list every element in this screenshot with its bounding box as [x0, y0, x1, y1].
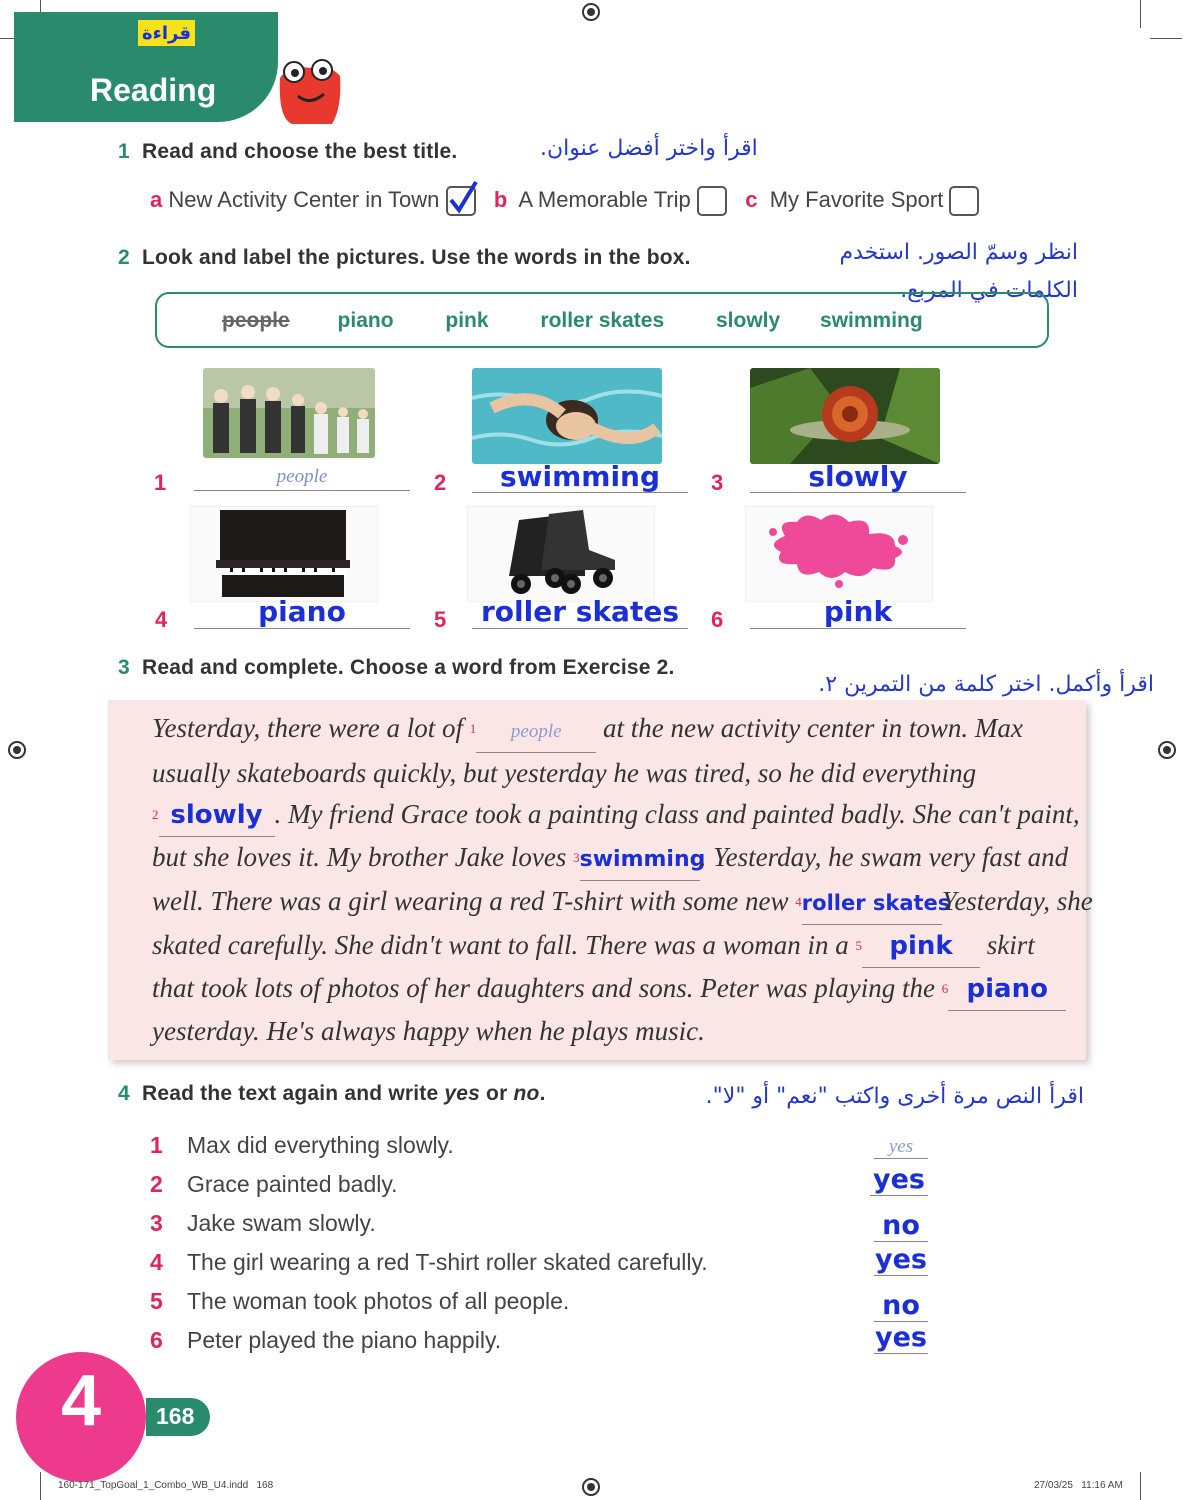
- ex4-answer-3[interactable]: no: [874, 1210, 928, 1242]
- passage-text: [152, 708, 1093, 1052]
- ex1-options: [150, 186, 979, 216]
- word-pink: pink: [445, 309, 489, 332]
- registration-mark-top: [582, 3, 600, 21]
- answer-people: people: [276, 466, 328, 487]
- ex4-answer-6[interactable]: yes: [875, 1322, 927, 1353]
- ex2-arabic-line2: الكلمات في المربع.: [900, 278, 1078, 303]
- passage-line: usually skateboards quickly, but yesterday he was tired, so he did everything: [152, 758, 977, 788]
- option-letter: c: [745, 186, 758, 212]
- option-b-checkbox[interactable]: [697, 186, 727, 216]
- ex2-number: 2: [118, 246, 130, 269]
- passage-line: but she loves it. My brother Jake loves $^3$swimming. Yesterday, he swam very fast and: [152, 837, 1052, 881]
- piano-photo: [190, 506, 378, 602]
- answer-line-5: roller skates: [472, 596, 688, 629]
- answer-line-3: slowly: [750, 462, 966, 493]
- word-roller-skates: roller skates: [540, 309, 665, 332]
- ex4-instruction-row: 4 Read the text again and write yes or no.: [118, 1082, 546, 1105]
- picture-number: 5: [434, 607, 447, 632]
- crop-mark: [1140, 1472, 1141, 1500]
- list-item: 3 Jake swam slowly.: [150, 1210, 376, 1236]
- ex4-arabic: اقرأ النص مرة أخرى واكتب "نعم" أو "لا".: [705, 1084, 1084, 1109]
- ex3-instruction: Read and complete. Choose a word from Exercise 2.: [141, 656, 675, 679]
- list-item: 2 Grace painted badly.: [150, 1171, 398, 1197]
- picture-number: 6: [711, 607, 724, 632]
- option-letter: b: [493, 186, 508, 212]
- ex1-instruction-row: [118, 140, 457, 164]
- passage-line: that took lots of photos of her daughters and sons. Peter was playing the $^6$ piano: [152, 968, 1052, 1011]
- word-slowly: slowly: [715, 309, 781, 332]
- list-item: 1 Max did everything slowly.: [150, 1132, 454, 1158]
- passage-line: skated carefully. She didn't want to fall. There was a woman in a $^5$ pink skirt: [152, 925, 1052, 968]
- ex4-answer-5[interactable]: no: [874, 1290, 928, 1322]
- answer-line-4: piano: [194, 596, 410, 629]
- snail-photo: [750, 368, 940, 464]
- blank-6[interactable]: piano: [948, 969, 1066, 1011]
- ex4-answer-2[interactable]: yes: [870, 1164, 928, 1196]
- checkmark-icon: [446, 180, 480, 216]
- list-item: 5 The woman took photos of all people.: [150, 1288, 570, 1314]
- ex1-arabic: اقرأ واختر أفضل عنوان.: [540, 136, 758, 161]
- swimmer-photo: [472, 368, 662, 464]
- list-item: 4 The girl wearing a red T-shirt roller skated carefully.: [150, 1249, 708, 1275]
- crop-mark: [1140, 0, 1141, 28]
- ex2-instruction: Look and label the pictures. Use the words in the box.: [141, 246, 691, 269]
- option-c-text: My Favorite Sport: [769, 186, 944, 212]
- picture-number: 3: [711, 470, 724, 495]
- ex3-arabic: اقرأ وأكمل. اختر كلمة من التمرين ٢.: [818, 672, 1154, 697]
- list-item: 6 Peter played the piano happily.: [150, 1327, 502, 1353]
- option-a-checkbox[interactable]: [446, 186, 476, 216]
- passage-line: yesterday. He's always happy when he plays music.: [152, 1016, 705, 1046]
- option-letter: a: [150, 186, 163, 212]
- picture-number: 1: [154, 470, 167, 495]
- ex1-number: 1: [118, 140, 130, 163]
- roller-skates-photo: [467, 506, 655, 602]
- word-piano: piano: [337, 309, 394, 332]
- registration-mark-left: [8, 741, 26, 759]
- monster-mascot-icon: [270, 58, 350, 128]
- ex4-answer-4[interactable]: yes: [875, 1244, 927, 1275]
- blank-2[interactable]: slowly: [159, 795, 275, 837]
- option-a-text: New Activity Center in Town: [168, 186, 440, 212]
- picture-number: 4: [155, 607, 168, 632]
- ex3-instruction-row: [118, 656, 675, 680]
- word-box-words: [222, 309, 923, 333]
- ex4-instruction: Read the text again and write: [141, 1082, 445, 1105]
- ex3-number: 3: [118, 656, 130, 679]
- blank-1[interactable]: people: [476, 708, 596, 753]
- picture-number: 2: [434, 470, 447, 495]
- registration-mark-right: [1158, 741, 1176, 759]
- ex1-instruction: Read and choose the best title.: [141, 140, 458, 163]
- answer-line-1: [194, 466, 410, 491]
- ex4-number: 4: [118, 1082, 130, 1105]
- passage-line: well. There was a girl wearing a red T-shirt with some new $^4$roller skatesYesterday, she: [152, 881, 1052, 925]
- arabic-badge: قراءة: [138, 20, 195, 46]
- word-people: people: [222, 309, 290, 332]
- pink-splash: [745, 506, 933, 602]
- word-swimming: swimming: [820, 309, 923, 332]
- file-info: 160-171_TopGoal_1_Combo_WB_U4.indd 168: [58, 1480, 274, 1491]
- answer-line-2: swimming: [472, 462, 688, 493]
- option-c-checkbox[interactable]: [949, 186, 979, 216]
- ex2-instruction-row: [118, 246, 691, 270]
- option-b-text: A Memorable Trip: [518, 186, 691, 212]
- passage-line: $^2$ slowly . My friend Grace took a painting class and painted badly. She can't paint,: [152, 794, 1052, 837]
- passage-line: Yesterday, there were a lot of $^1$ people at the new activity center in town. Max: [152, 708, 1052, 753]
- ex4-answer-1[interactable]: yes: [874, 1136, 928, 1159]
- page-number: 168: [156, 1403, 195, 1429]
- registration-mark-bottom: [582, 1478, 600, 1496]
- ex2-arabic-line1: انظر وسمّ الصور. استخدم: [839, 240, 1078, 265]
- family-photo: [203, 368, 375, 458]
- blank-5[interactable]: pink: [862, 926, 980, 968]
- section-title: Reading: [90, 72, 217, 108]
- crop-mark: [1150, 38, 1182, 39]
- print-date: 27/03/25 11:16 AM: [1034, 1480, 1123, 1491]
- blank-3[interactable]: swimming: [580, 839, 700, 881]
- blank-4[interactable]: roller skates: [802, 883, 942, 925]
- unit-number: 4: [60, 1361, 102, 1441]
- crop-mark: [40, 1472, 41, 1500]
- answer-line-6: pink: [750, 596, 966, 629]
